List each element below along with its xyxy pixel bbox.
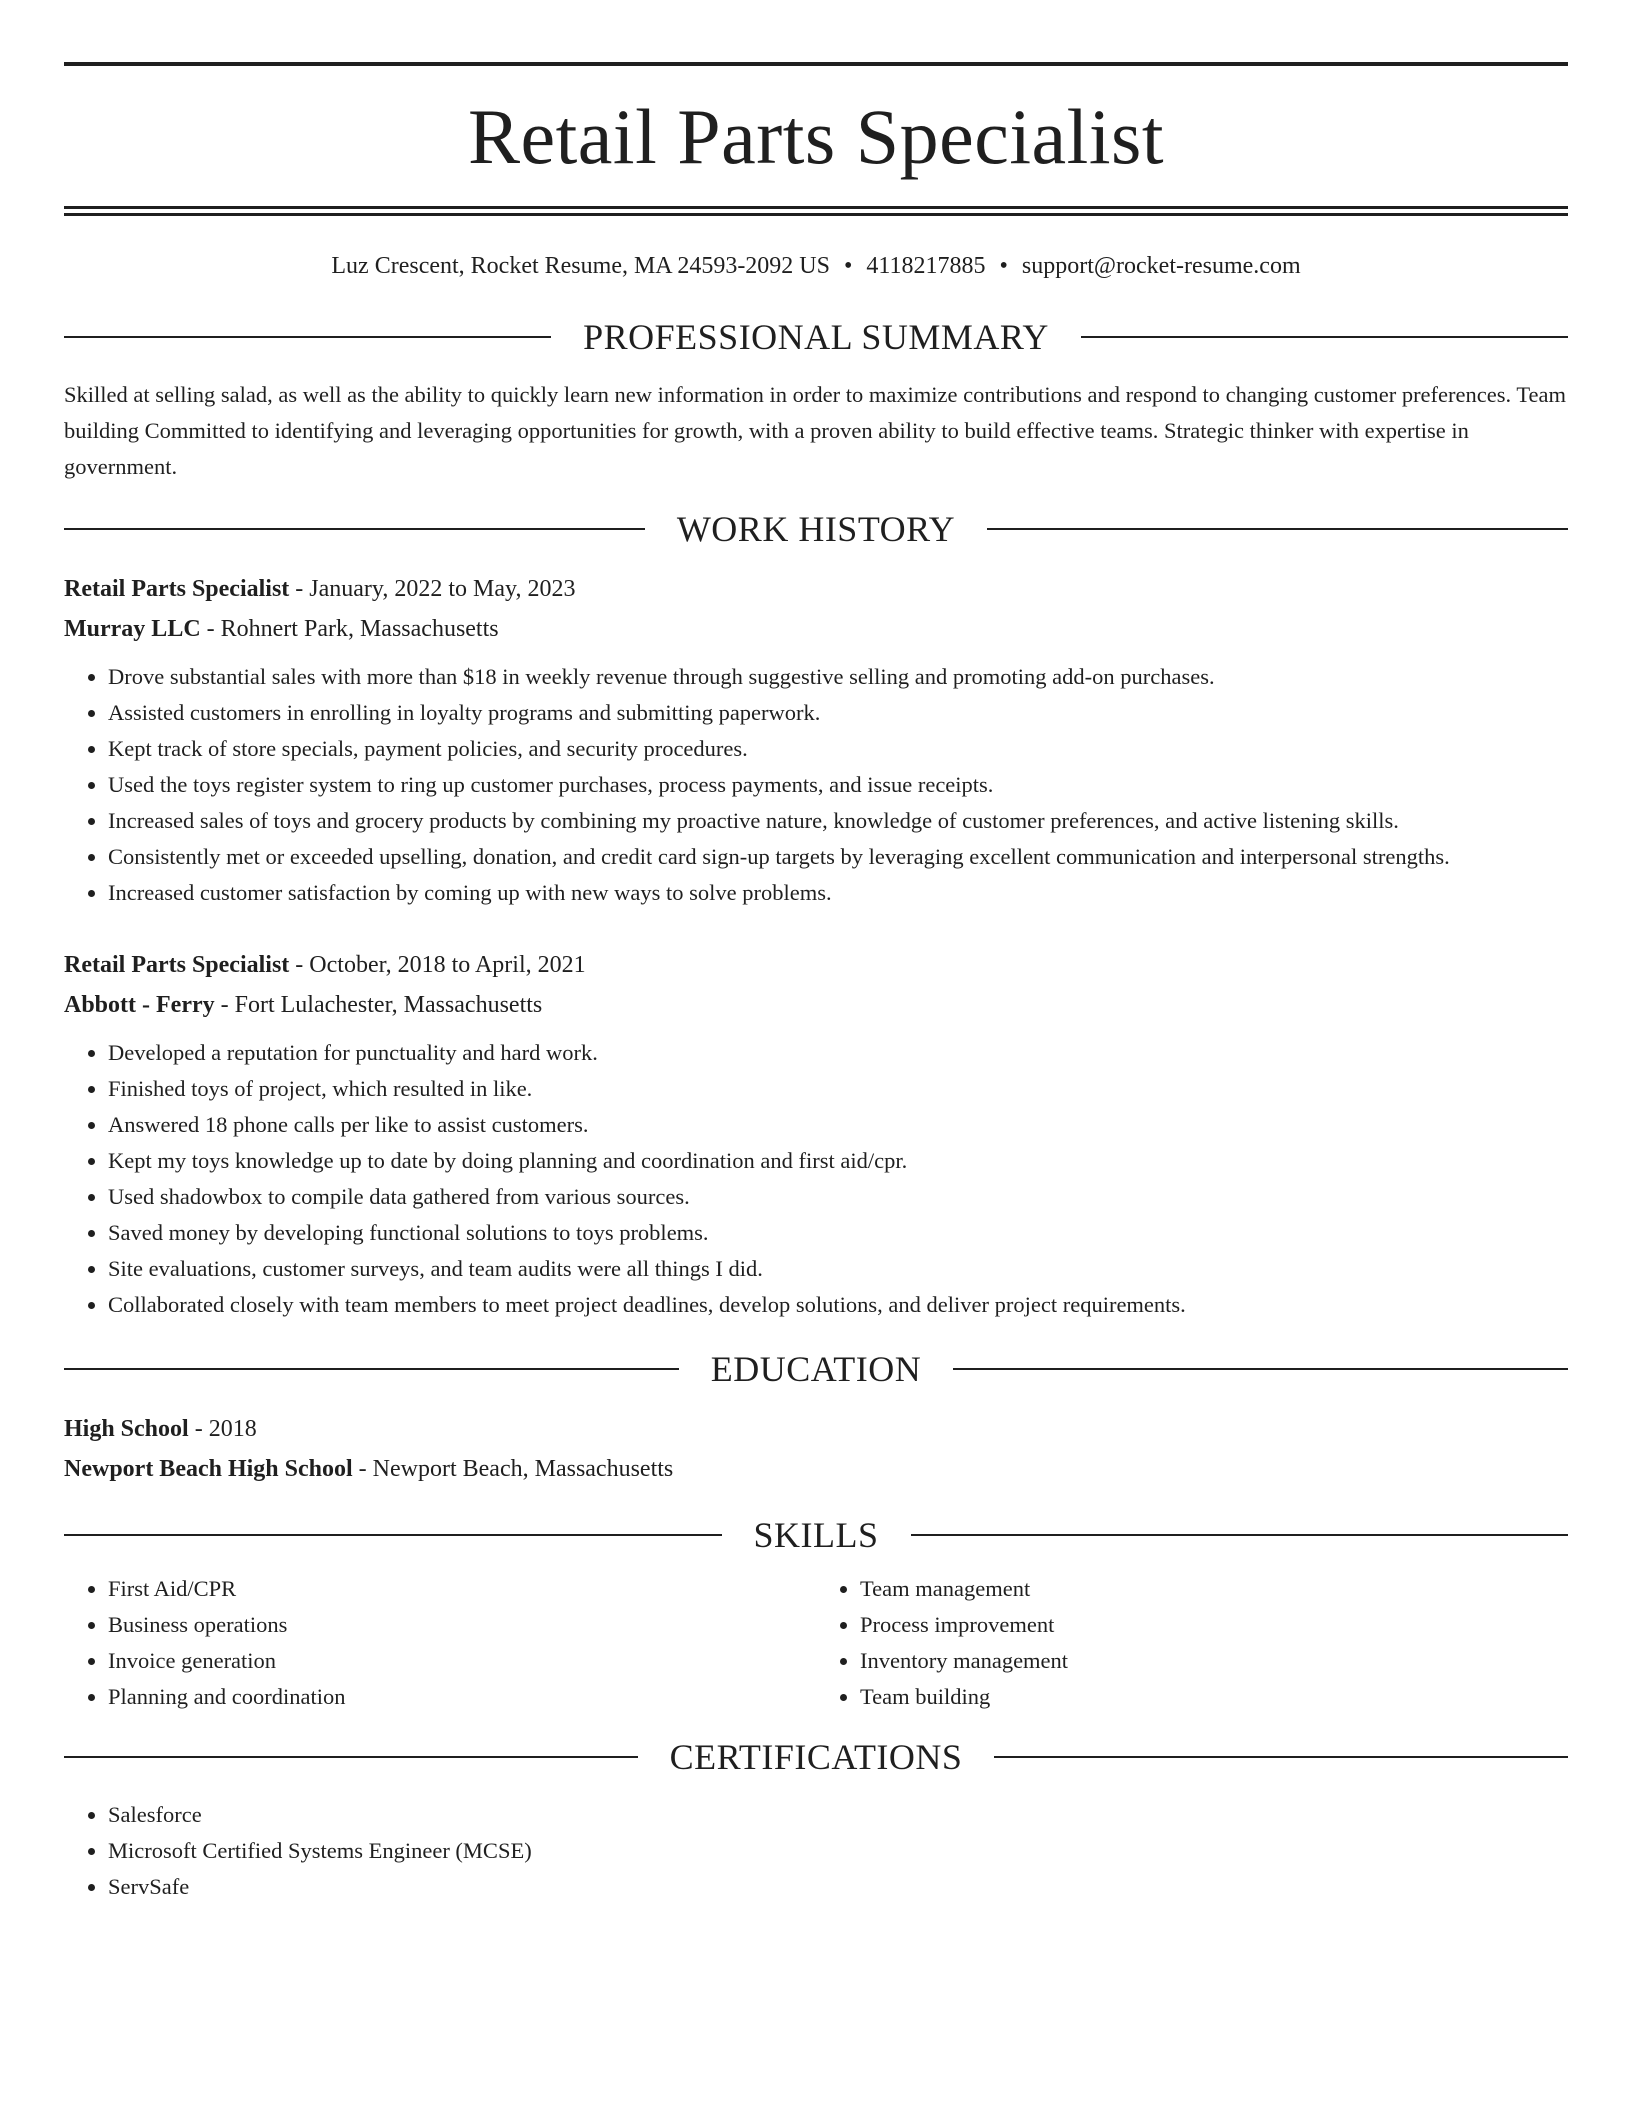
education-school-line	[64, 1449, 1568, 1489]
job-bullets	[64, 659, 1568, 911]
job-company: Abbott - Ferry	[64, 991, 215, 1018]
contact-separator: •	[999, 253, 1008, 279]
list-item: • Consistently met or exceeded upselling, donation, and credit card sign-up targets by leveraging excellent communication and interpersonal strengths.	[108, 839, 1568, 875]
contact-separator: •	[844, 253, 853, 279]
section-title: WORK HISTORY	[676, 508, 956, 549]
list-item: • ServSafe	[108, 1869, 1568, 1905]
section-heading-work	[64, 508, 1568, 549]
education-year: - 2018	[188, 1415, 257, 1442]
job-title: Retail Parts Specialist	[64, 951, 290, 978]
education-location: - Newport Beach, Massachusetts	[352, 1455, 674, 1482]
list-item: • Team management	[860, 1571, 1568, 1607]
section-heading-education	[64, 1348, 1568, 1389]
heading-rule-right	[1081, 336, 1568, 338]
list-item: • Microsoft Certified Systems Engineer (MCSE)	[108, 1833, 1568, 1869]
heading-rule-left	[64, 1368, 679, 1370]
heading-rule-right	[953, 1368, 1568, 1370]
list-item: • Invoice generation	[108, 1643, 816, 1679]
double-rule	[64, 206, 1568, 216]
skills-list-right	[816, 1571, 1568, 1715]
heading-rule-left	[64, 1756, 638, 1758]
list-item: • Saved money by developing functional solutions to toys problems.	[108, 1215, 1568, 1251]
section-heading-summary	[64, 316, 1568, 357]
education-degree: High School	[64, 1415, 189, 1442]
skills-list-left	[64, 1571, 816, 1715]
section-heading-certifications	[64, 1736, 1568, 1777]
list-item: • Kept my toys knowledge up to date by doing planning and coordination and first aid/cpr.	[108, 1143, 1568, 1179]
list-item: • Collaborated closely with team members to meet project deadlines, develop solutions, and deliver project requirements.	[108, 1287, 1568, 1323]
list-item: • Answered 18 phone calls per like to assist customers.	[108, 1107, 1568, 1143]
list-item: • Increased customer satisfaction by coming up with new ways to solve problems.	[108, 875, 1568, 911]
list-item: • Kept track of store specials, payment policies, and security procedures.	[108, 731, 1568, 767]
list-item: • Used shadowbox to compile data gathered from various sources.	[108, 1179, 1568, 1215]
job-dates: - October, 2018 to April, 2021	[289, 951, 586, 978]
heading-rule-left	[64, 336, 551, 338]
section-title: EDUCATION	[710, 1348, 922, 1389]
job-location: - Fort Lulachester, Massachusetts	[214, 991, 543, 1018]
contact-phone: 4118217885	[866, 253, 986, 279]
list-item: • Salesforce	[108, 1797, 1568, 1833]
job-company-line	[64, 985, 1568, 1025]
education-entry	[64, 1409, 1568, 1489]
section-title: PROFESSIONAL SUMMARY	[583, 316, 1049, 357]
list-item: • Inventory management	[860, 1643, 1568, 1679]
list-item: • Used the toys register system to ring up customer purchases, process payments, and issue receipts.	[108, 767, 1568, 803]
summary-text: Skilled at selling salad, as well as the ability to quickly learn new information in order to maximize contributions and respond to changing customer preferences. Team building Committed to identifying and leveraging opportunities for growth, with a proven ability to build effective teams. Strategic thinker with expertise in government.	[64, 381, 1566, 479]
heading-rule-right	[994, 1756, 1568, 1758]
list-item: • Finished toys of project, which resulted in like.	[108, 1071, 1568, 1107]
list-item: • First Aid/CPR	[108, 1571, 816, 1607]
list-item: • Planning and coordination	[108, 1679, 816, 1715]
certifications-list	[64, 1797, 1568, 1905]
top-rule	[64, 62, 1568, 66]
heading-rule-left	[64, 1534, 722, 1536]
job-location: - Rohnert Park, Massachusetts	[200, 615, 499, 642]
list-item: • Process improvement	[860, 1607, 1568, 1643]
job-entry	[64, 569, 1568, 911]
list-item: • Drove substantial sales with more than $18 in weekly revenue through suggestive selling and promoting add-on purchases.	[108, 659, 1568, 695]
contact-email: support@rocket-resume.com	[1021, 253, 1301, 279]
job-title-line	[64, 569, 1568, 609]
list-item: • Increased sales of toys and grocery products by combining my proactive nature, knowledge of customer preferences, and active listening skills.	[108, 803, 1568, 839]
section-heading-skills	[64, 1514, 1568, 1555]
contact-line	[64, 252, 1568, 281]
job-title-line	[64, 945, 1568, 985]
job-entry	[64, 945, 1568, 1323]
contact-address: Luz Crescent, Rocket Resume, MA 24593-2092 US	[331, 253, 830, 279]
heading-rule-right	[911, 1534, 1569, 1536]
list-item: • Business operations	[108, 1607, 816, 1643]
section-title: SKILLS	[753, 1514, 879, 1555]
list-item: • Developed a reputation for punctuality and hard work.	[108, 1035, 1568, 1071]
heading-rule-right	[987, 528, 1568, 530]
list-item: • Assisted customers in enrolling in loyalty programs and submitting paperwork.	[108, 695, 1568, 731]
section-title: CERTIFICATIONS	[669, 1736, 963, 1777]
job-company: Murray LLC	[64, 615, 201, 642]
education-school: Newport Beach High School	[64, 1455, 353, 1482]
list-item: • Site evaluations, customer surveys, and team audits were all things I did.	[108, 1251, 1568, 1287]
job-title: Retail Parts Specialist	[64, 575, 290, 602]
heading-rule-left	[64, 528, 645, 530]
resume-title: Retail Parts Specialist	[467, 93, 1165, 180]
job-dates: - January, 2022 to May, 2023	[289, 575, 576, 602]
job-company-line	[64, 609, 1568, 649]
job-bullets	[64, 1035, 1568, 1323]
education-degree-line	[64, 1409, 1568, 1449]
skills-grid	[64, 1571, 1568, 1715]
list-item: • Team building	[860, 1679, 1568, 1715]
